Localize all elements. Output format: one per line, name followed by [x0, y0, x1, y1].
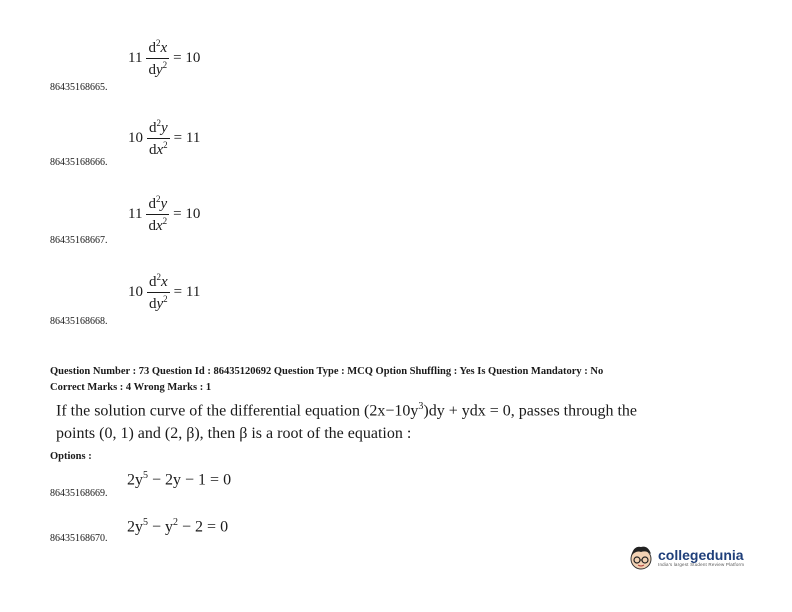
option-expression: $2y^5 - 2y - 1 = 0$	[127, 470, 232, 489]
rhs: = 11	[173, 130, 201, 146]
rhs: = 10	[173, 50, 201, 66]
option-id: 86435168667.	[50, 235, 108, 246]
derivative-fraction: $\frac{d^2x}{dy^2}$	[148, 38, 168, 78]
collegedunia-logo	[628, 542, 744, 572]
question-meta: Question Number : 73 Question Id : 86435120692 Question Type : MCQ Option Shuffling : Yes Is Question Mandatory : No	[50, 366, 604, 377]
option-expression	[128, 194, 200, 235]
derivative-fraction: $\frac{d^2y}{dx^2}$	[148, 194, 168, 234]
option-id: 86435168665.	[50, 82, 108, 93]
options-label: Options :	[50, 451, 92, 462]
question-text: If the solution curve of the differential equation $(2x-10y^3)dy$ + ydx = 0, passes through the points (0, 1) and (2, β), then β is a root of the equation :	[56, 401, 637, 442]
question-marks: Correct Marks : 4 Wrong Marks : 1	[50, 382, 212, 393]
logo-name: collegedunia	[658, 546, 744, 563]
derivative-fraction: $\frac{d^2x}{dy^2}$	[149, 272, 168, 312]
option-id: 86435168666.	[50, 157, 108, 168]
mascot-icon	[628, 542, 654, 572]
rhs: = 11	[173, 284, 201, 300]
option-expression: $2y^5 - y^2 - 2 = 0$	[127, 517, 229, 536]
option-id: 86435168670.	[50, 533, 108, 544]
rhs: = 10	[173, 206, 201, 222]
derivative-fraction: $\frac{d^2y}{dx^2}$	[149, 118, 168, 158]
option-id: 86435168668.	[50, 316, 108, 327]
coefficient: 11	[128, 50, 143, 66]
option-expression	[128, 38, 200, 79]
option-expression	[128, 272, 200, 313]
coefficient: 11	[128, 206, 143, 222]
option-expression	[128, 118, 200, 159]
option-id: 86435168669.	[50, 488, 108, 499]
coefficient: 10	[128, 284, 143, 300]
logo-tagline: India's largest Student Review Platform	[658, 561, 745, 567]
coefficient: 10	[128, 130, 143, 146]
